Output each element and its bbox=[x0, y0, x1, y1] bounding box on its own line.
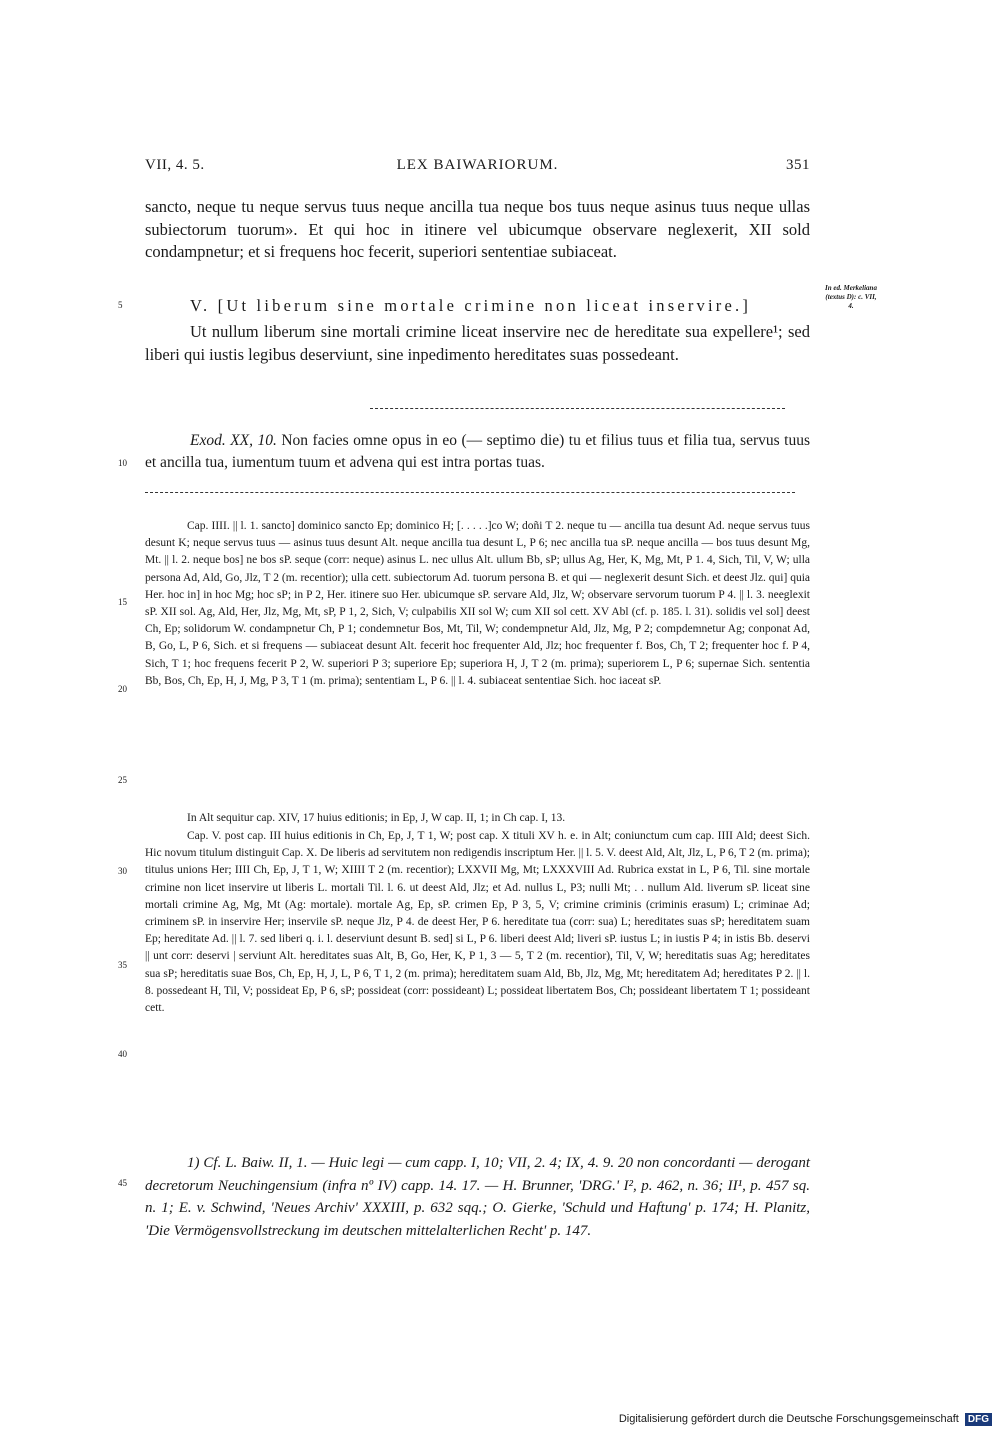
digitization-credit bbox=[619, 1413, 992, 1426]
header-chapter-ref: VII, 4. 5. bbox=[145, 157, 205, 173]
line-number-25: 25 bbox=[118, 775, 127, 785]
apparatus-paragraph: Cap. V. post cap. III huius editionis in Ch, Ep, J, T 1, W; post cap. X tituli XV h. e. in Alt; coniunctum cum cap. IIII Ald; deest Sich. Hic novum titulum distinguit Cap. X. De liberis ad servitutem non redigendis inscriptum Her. || l. 5. V. deest Ald, Alt, Jlz, L, P 6, T 2 (m. prima); titulus unions Her; IIII Ch, Ep, J, T 1, W; XIIII T 2 (m. recentior); LXXVII Mg, Mt; LXXXVIII Ad. Rubrica exstat in L, P 6, Til. sine mortale crimine non licet inservire ut liberis L. mortali Til. l. 6. ut deest Ald, Jlz; et Ad. nullus L, P3; nulli Mt; . . nullum Ald. liverum sP. liceat sine mortali crimine Ag, Mg, Mt (Ag: mortale). mortale Ag, Ep, sP. crimen Ep, P 3, 5, V; crimine criminis (criminis erasum) L; criminae Ad; criminem sP. in inservire Her; inservile sP. neque Jlz, P 4. de deest Her, P 6. hereditate tua (corr: sua) L; hereditates suas sP; hereditatem suam Ep; hereditate Ad. || l. 7. sed liberi q. i. l. deserviunt desunt B. sed] si L, P 6. liberi deest Ald; liveri sP. iustus L; in iustis P 4; in istis Bb. deservi || unt corr: deservi | serviunt Alt. hereditates suas Alt, B, Go, Her, K, P 1, 3 — 5, T 2 (m. recentior), Til, V, W; hereditatis suas Ag; hereditates sua sP; hereditatis suae Bos, Ch, Ep, H, J, L, P 6, T 1, 2 (m. prima); hereditatem suam Ald, Bb, Jlz, Mg, Mt; hereditatem Ad; hereditates P 2. || l. 8. possedeant H, Til, V; possideat Ep, P 6, sP; possideat (corr: possideant) L; possideat libertatem Bos, Ch; possideant libertatem T 1; possideant cett. bbox=[145, 830, 810, 1015]
margin-note: In ed. Merkeliana (textus D): c. VII, 4. bbox=[825, 284, 877, 310]
line-number-10: 10 bbox=[118, 458, 127, 468]
running-header bbox=[145, 157, 810, 181]
digitization-note: Digitalisierung gefördert durch die Deutsche Forschungsgemeinschaft bbox=[618, 1413, 959, 1425]
line-number-45: 45 bbox=[118, 1178, 127, 1188]
line-number-5: 5 bbox=[118, 300, 123, 310]
page-number: 351 bbox=[786, 157, 810, 173]
dfg-logo: DFG bbox=[965, 1413, 992, 1426]
line-number-40: 40 bbox=[118, 1049, 127, 1059]
apparatus-paragraph: In Alt sequitur cap. XIV, 17 huius editionis; in Ep, J, W cap. II, 1; in Ch cap. I, 13. bbox=[187, 812, 566, 824]
apparatus-paragraph: Cap. IIII. || l. 1. sancto] dominico sancto Ep; dominico H; [. . . . .]co W; doñi T 2. neque tu — ancilla tua desunt Ad. neque servus tuus desunt K; neque servus tuus — asinus tuus desunt Alt. neque ancilla tua desunt L, P 6; nec ancilla tua sP. neque ancilla — bos tuus desunt Mg, Mt. || l. 2. neque bos] ne bos sP. seque (corr: neque) asinus L. nec ullus Alt. ullum Bb, sP; ullus Ag, Her, K, Mg, Mt, P 1. 4, Sich, Til, V, W; ulla persona Ad, Ald, Go, Jlz, T 2 (m. recentior); ulla cett. subiectorum Ad. tuorum persona B. et qui — neglexerit desunt Sich. et deest Jlz. qui] quia Her. hoc in] in hoc Mg; hoc sP; in P 2, Her. itinere suo Her. ubicumque sP. servare Ald, Jlz, W; observare servorum tuorum P 4. || l. 3. neeglexit sP. XII sol. Ag, Ald, Her, Jlz, Mg, Mt, sP, P 1, 2, Sich, V; culpabilis XII sol W; cum XII sol cett. XV Abl (cf. p. 185. l. 31). solidis vel sol] deest Ch, Ep; solidorum W. condampnetur Ch, P 1; condemnetur Bos, Mt, Til, W; condempnetur Ald, Jlz, Mg, P 2; compdemnetur Ag; conponat Ad, B, Go, L, P 6, Sich. et si frequens — subiaceat desunt Alt. fecerit hoc frequenter Ald, Jlz; hoc frequenter f. Bos, Ch, T 2; frequenter hoc f. P 4, Sich, T 1; hoc frequens fecerit P 2, W. superiori P 3; superiore Ep; superiora H, J, T 2 (m. prima); superiorem L, P 6; supernae Sich. sententia Bb, Bos, Ch, Ep, H, J, Mg, P 3, T 1 (m. prima); sententiam L, P 6. || l. 4. subiaceat sententiae Sich. hoc iaceat sP. bbox=[145, 520, 810, 687]
separator-rule bbox=[370, 408, 785, 409]
line-number-15: 15 bbox=[118, 597, 127, 607]
scripture-quote bbox=[145, 430, 810, 474]
separator-rule bbox=[145, 492, 795, 493]
section-heading: V. [Ut liberum sine mortale crimine non liceat inservire.] bbox=[190, 296, 752, 315]
quote-reference: Exod. XX, 10. bbox=[190, 432, 277, 449]
header-title: LEX BAIWARIORUM. bbox=[396, 157, 559, 173]
main-text-top: sancto, neque tu neque servus tuus neque ancilla tua neque bos tuus neque asinus tuus neque ullas subiectorum tuorum». Et qui hoc in itinere vel ubicumque observare neglexerit, XII sold condampnetur; et si frequens hoc fecerit, superiori sententiae subiaceat. bbox=[145, 197, 810, 261]
line-number-30: 30 bbox=[118, 866, 127, 876]
line-number-35: 35 bbox=[118, 960, 127, 970]
footnote: 1) Cf. L. Baiw. II, 1. — Huic legi — cum capp. I, 10; VII, 2. 4; IX, 4. 9. 20 non concordanti — derogant decretorum Neuchingensium (infra nº IV) capp. 14. 17. — H. Brunner, 'DRG.' I², p. 462, n. 36; II¹, p. 457 sq. n. 1; E. v. Schwind, 'Neues Archiv' XXXIII, p. 632 sqq.; O. Gierke, 'Schuld und Haftung' p. 174; H. Planitz, 'Die Vermögensvollstreckung im deutschen mittelalterlichen Recht' p. 147. bbox=[145, 1155, 810, 1239]
line-number-20: 20 bbox=[118, 684, 127, 694]
quote-body: Non facies omne opus in eo (— septimo die) tu et filius tuus et filia tua, servus tuus et ancilla tua, iumentum tuum et advena qui est intra portas tuas. bbox=[145, 432, 810, 471]
main-text-section: Ut nullum liberum sine mortali crimine liceat inservire nec de hereditate sua expellere¹; sed liberi qui iustis legibus deserviunt, sine inpedimento hereditates suas possedeant. bbox=[145, 322, 810, 364]
